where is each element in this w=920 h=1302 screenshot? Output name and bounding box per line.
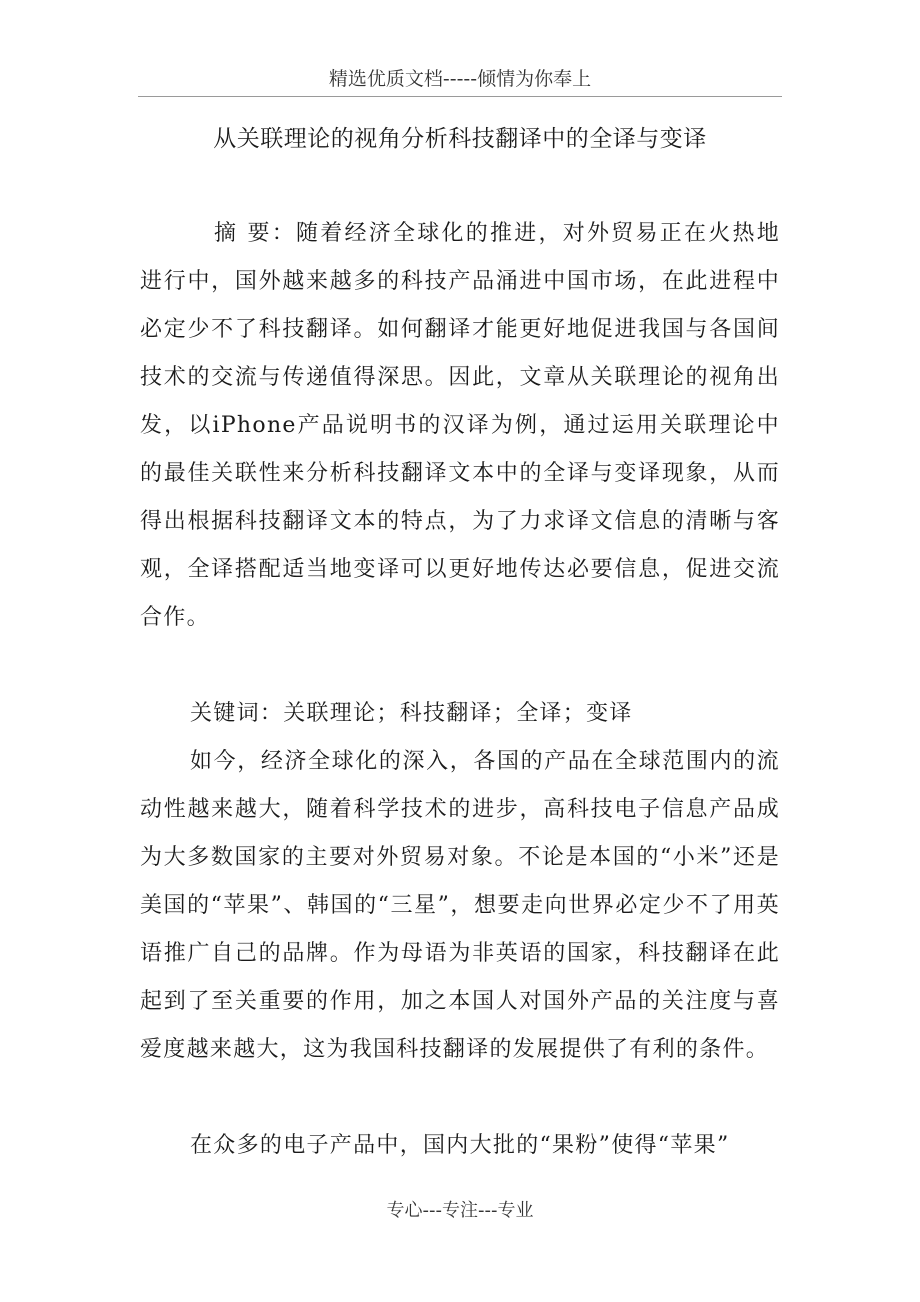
page-footer: 专心---专注---专业 [386, 1200, 534, 1221]
body-paragraph: 在众多的电子产品中，国内大批的“果粉”使得“苹果” [190, 1133, 730, 1158]
document-title: 从关联理论的视角分析科技翻译中的全译与变译 [213, 126, 707, 152]
body-paragraph: 如今，经济全球化的深入，各国的产品在全球范围内的流动性越来越大，随着科学技术的进步，高科技电子信息产品成为大多数国家的主要对外贸易对象。不论是本国的“小米”还是美国的“苹果”、韩国的“三星”，想要走向世界必定少不了用英语推广自己的品牌。作为母语为非英语的国家，科技翻译在此起到了至关重要的作用，加之本国人对国外产品的关注度与喜爱度越来越大，这为我国科技翻译的发展提供了有利的条件。 [140, 749, 780, 1062]
header-divider [138, 96, 782, 97]
abstract-paragraph: 摘 要：随着经济全球化的推进，对外贸易正在火热地进行中，国外越来越多的科技产品涌进中国市场，在此进程中必定少不了科技翻译。如何翻译才能更好地促进我国与各国间技术的交流与传递值得深思。因此，文章从关联理论的视角出发，以iPhone产品说明书的汉译为例，通过运用关联理论中的最佳关联性来分析科技翻译文本中的全译与变译现象，从而得出根据科技翻译文本的特点，为了力求译文信息的清晰与客观，全译搭配适当地变译可以更好地传达必要信息，促进交流合作。 [140, 221, 780, 630]
page-header: 精选优质文档-----倾情为你奉上 [328, 68, 592, 90]
keywords-line: 关键词：关联理论；科技翻译；全译；变译 [190, 701, 633, 726]
